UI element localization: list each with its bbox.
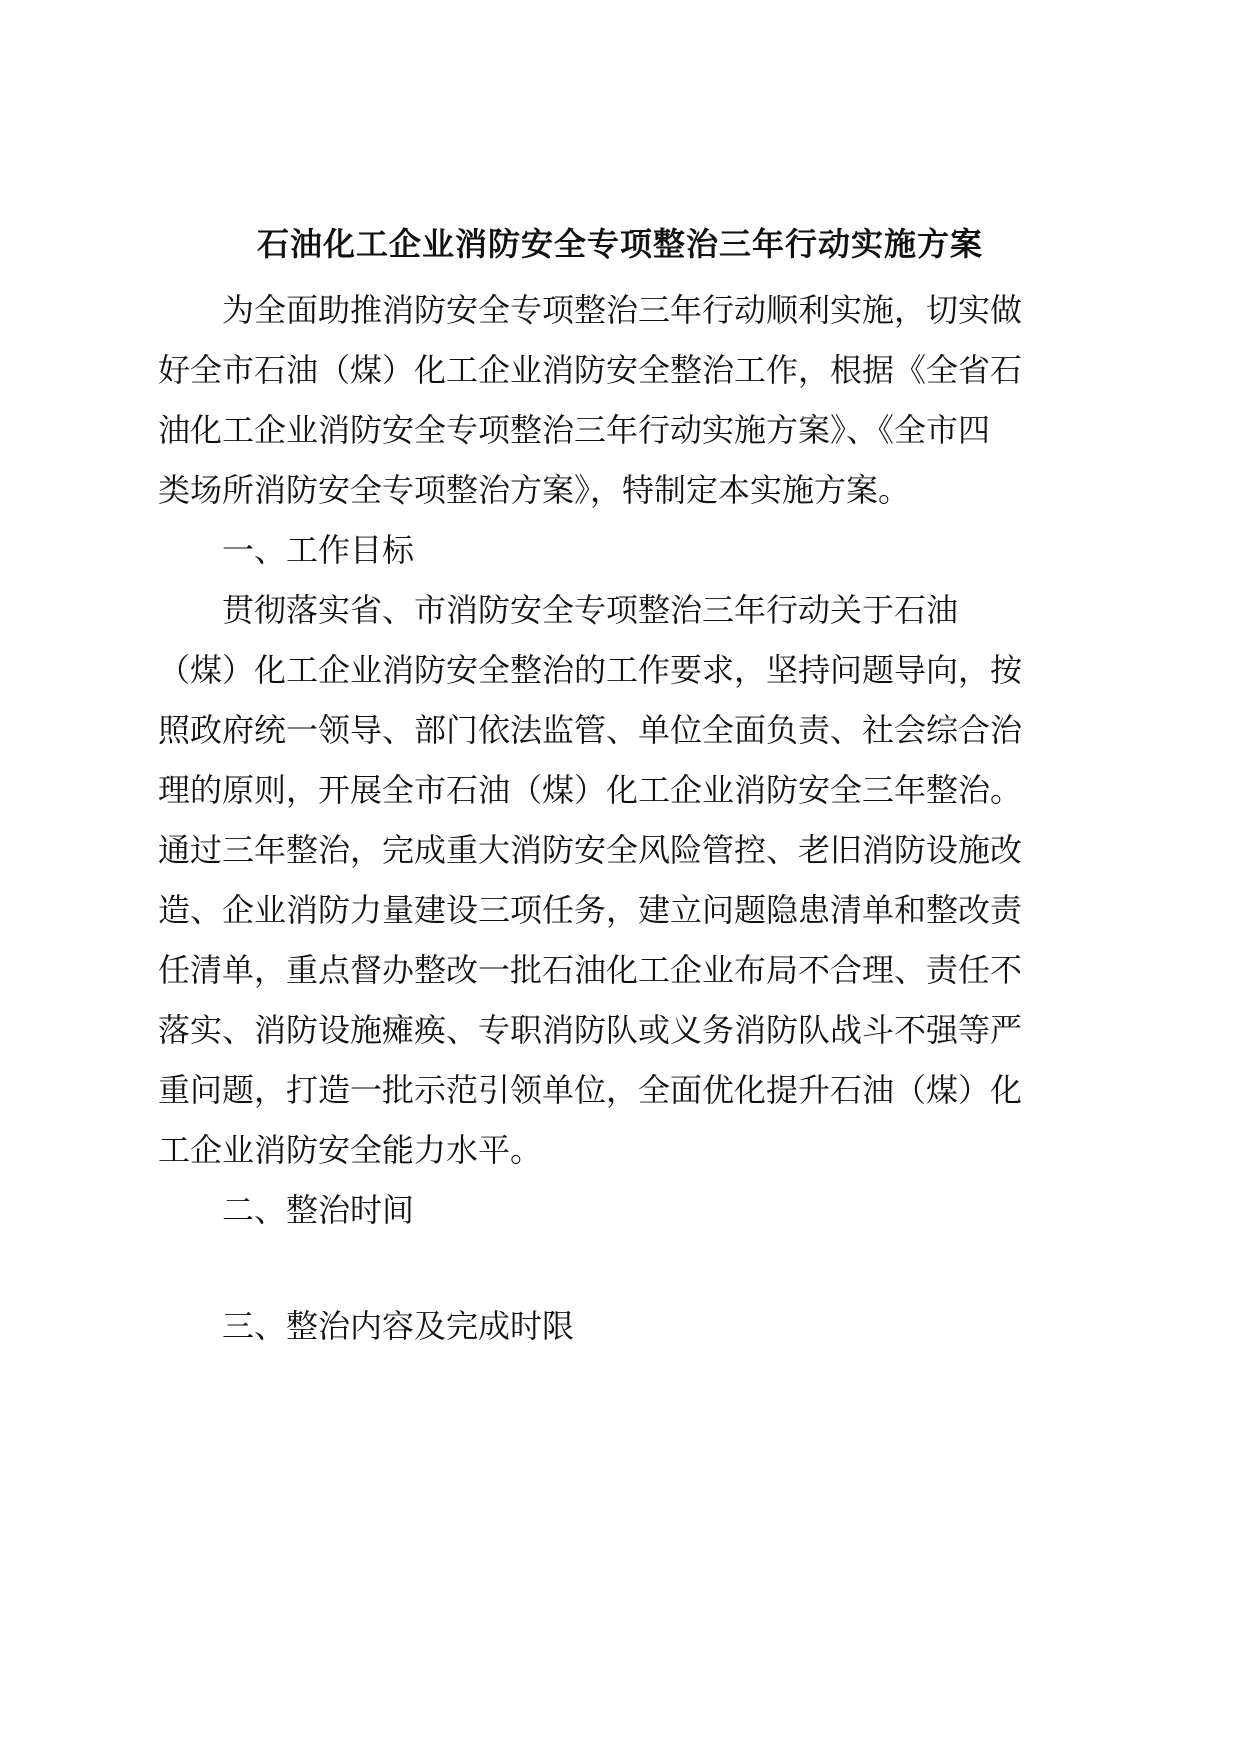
intro-line-2: 好全市石油（煤）化工企业消防安全整治工作，根据《全省石 bbox=[158, 351, 1023, 389]
goals-line-9: 重问题，打造一批示范引领单位，全面优化提升石油（煤）化 bbox=[158, 1071, 1023, 1109]
section-heading-content: 三、整治内容及完成时限 bbox=[222, 1307, 575, 1345]
intro-line-4: 类场所消防安全专项整治方案》，特制定本实施方案。 bbox=[158, 471, 911, 509]
section-heading-goals: 一、工作目标 bbox=[222, 531, 415, 569]
goals-line-7: 任清单，重点督办整改一批石油化工企业布局不合理、责任不 bbox=[158, 951, 1023, 989]
goals-line-10: 工企业消防安全能力水平。 bbox=[158, 1131, 543, 1169]
document-title: 石油化工企业消防安全专项整治三年行动实施方案 bbox=[256, 225, 983, 263]
goals-line-2: （煤）化工企业消防安全整治的工作要求，坚持问题导向，按 bbox=[158, 651, 1023, 689]
goals-line-6: 造、企业消防力量建设三项任务，建立问题隐患清单和整改责 bbox=[158, 891, 1023, 929]
goals-line-3: 照政府统一领导、部门依法监管、单位全面负责、社会综合治 bbox=[158, 711, 1023, 749]
intro-line-3: 油化工企业消防安全专项整治三年行动实施方案》、《全市四 bbox=[158, 411, 991, 449]
goals-line-8: 落实、消防设施瘫痪、专职消防队或义务消防队战斗不强等严 bbox=[158, 1011, 1023, 1049]
section-heading-time: 二、整治时间 bbox=[222, 1191, 415, 1229]
goals-line-5: 通过三年整治，完成重大消防安全风险管控、老旧消防设施改 bbox=[158, 831, 1023, 869]
intro-line-1: 为全面助推消防安全专项整治三年行动顺利实施，切实做 bbox=[222, 291, 1023, 329]
goals-line-4: 理的原则，开展全市石油（煤）化工企业消防安全三年整治。 bbox=[158, 771, 1023, 809]
goals-line-1: 贯彻落实省、市消防安全专项整治三年行动关于石油 bbox=[222, 591, 959, 629]
